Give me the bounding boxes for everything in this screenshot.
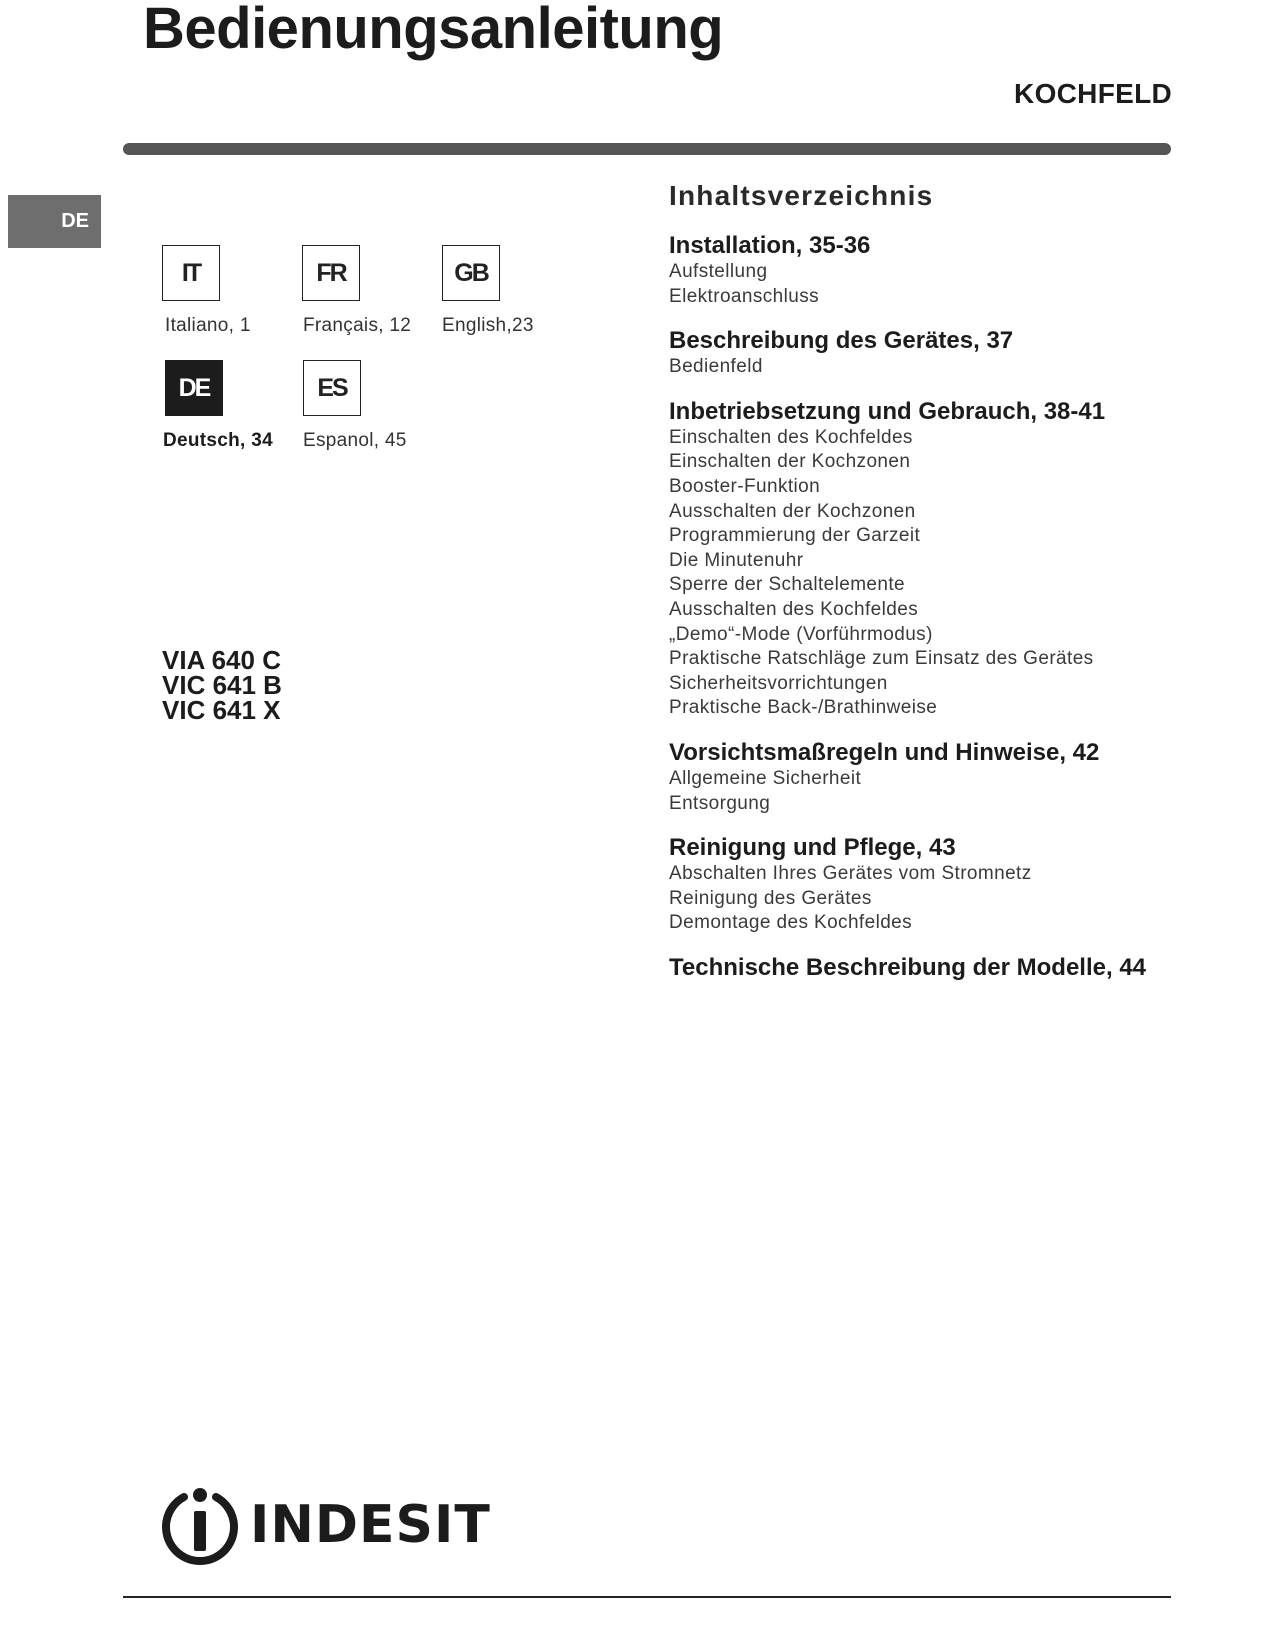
toc-section-cleaning (669, 834, 1189, 936)
toc-item: Demontage des Kochfeldes (669, 912, 913, 934)
toc-item: Abschalten Ihres Gerätes vom Stromnetz (669, 863, 1032, 885)
toc-heading: Vorsichtsmaßregeln und Hinweise, 42 (669, 738, 1100, 766)
brand-name: INDESIT (250, 1495, 491, 1555)
language-box-it: IT (162, 245, 220, 301)
toc-item: Einschalten der Kochzonen (669, 451, 911, 473)
top-divider (123, 143, 1171, 155)
toc-item: Ausschalten der Kochzonen (669, 500, 916, 522)
language-label-es: Espanol, 45 (303, 430, 407, 451)
bottom-divider (123, 1596, 1171, 1598)
document-subtitle: KOCHFELD (1014, 78, 1172, 109)
toc-section-operation (669, 398, 1189, 721)
model-number: VIA 640 C (162, 645, 281, 675)
toc-heading: Technische Beschreibung der Modelle, 44 (669, 953, 1147, 981)
toc-item: Praktische Ratschläge zum Einsatz des Gerätes (669, 648, 1094, 670)
model-list (162, 645, 282, 725)
model-number: VIC 641 B (162, 670, 282, 700)
table-of-contents (669, 180, 1189, 1000)
toc-section-description (669, 327, 1189, 380)
toc-item: Sicherheitsvorrichtungen (669, 672, 888, 694)
language-box-fr: FR (302, 245, 360, 301)
toc-item: Bedienfeld (669, 356, 763, 378)
toc-heading: Reinigung und Pflege, 43 (669, 834, 956, 862)
toc-heading: Inbetriebsetzung und Gebrauch, 38-41 (669, 397, 1106, 425)
document-title: Bedienungsanleitung (143, 0, 724, 61)
toc-item: Ausschalten des Kochfeldes (669, 598, 919, 620)
language-box-es: ES (303, 360, 361, 416)
brand-logo (162, 1485, 491, 1565)
language-box-gb: GB (442, 245, 500, 301)
toc-section-technical (669, 954, 1189, 982)
toc-item: Allgemeine Sicherheit (669, 767, 862, 789)
toc-item: Praktische Back-/Brathinweise (669, 697, 938, 719)
toc-item: Sperre der Schaltelemente (669, 574, 906, 596)
toc-item: Programmierung der Garzeit (669, 525, 921, 547)
toc-heading: Installation, 35-36 (669, 232, 871, 259)
toc-section-precautions (669, 739, 1189, 816)
toc-item: Aufstellung (669, 261, 768, 282)
language-box-de: DE (165, 360, 223, 416)
language-label-de: Deutsch, 34 (163, 430, 273, 451)
language-label-it: Italiano, 1 (165, 315, 251, 336)
toc-item: Elektroanschluss (669, 285, 820, 307)
toc-item: „Demo“-Mode (Vorführmodus) (669, 623, 933, 645)
toc-item: Einschalten des Kochfeldes (669, 426, 913, 448)
language-label-fr: Français, 12 (303, 315, 412, 336)
toc-item: Entsorgung (669, 792, 771, 814)
info-circle-icon (162, 1485, 238, 1565)
model-number: VIC 641 X (162, 695, 281, 725)
toc-heading: Beschreibung des Gerätes, 37 (669, 327, 1014, 355)
language-label-gb: English,23 (442, 315, 534, 336)
toc-title: Inhaltsverzeichnis (669, 180, 934, 211)
toc-item: Reinigung des Gerätes (669, 887, 872, 909)
language-side-tab: DE (8, 195, 101, 248)
toc-item: Booster-Funktion (669, 475, 821, 497)
toc-section-installation (669, 232, 1189, 309)
toc-item: Die Minutenuhr (669, 549, 804, 571)
